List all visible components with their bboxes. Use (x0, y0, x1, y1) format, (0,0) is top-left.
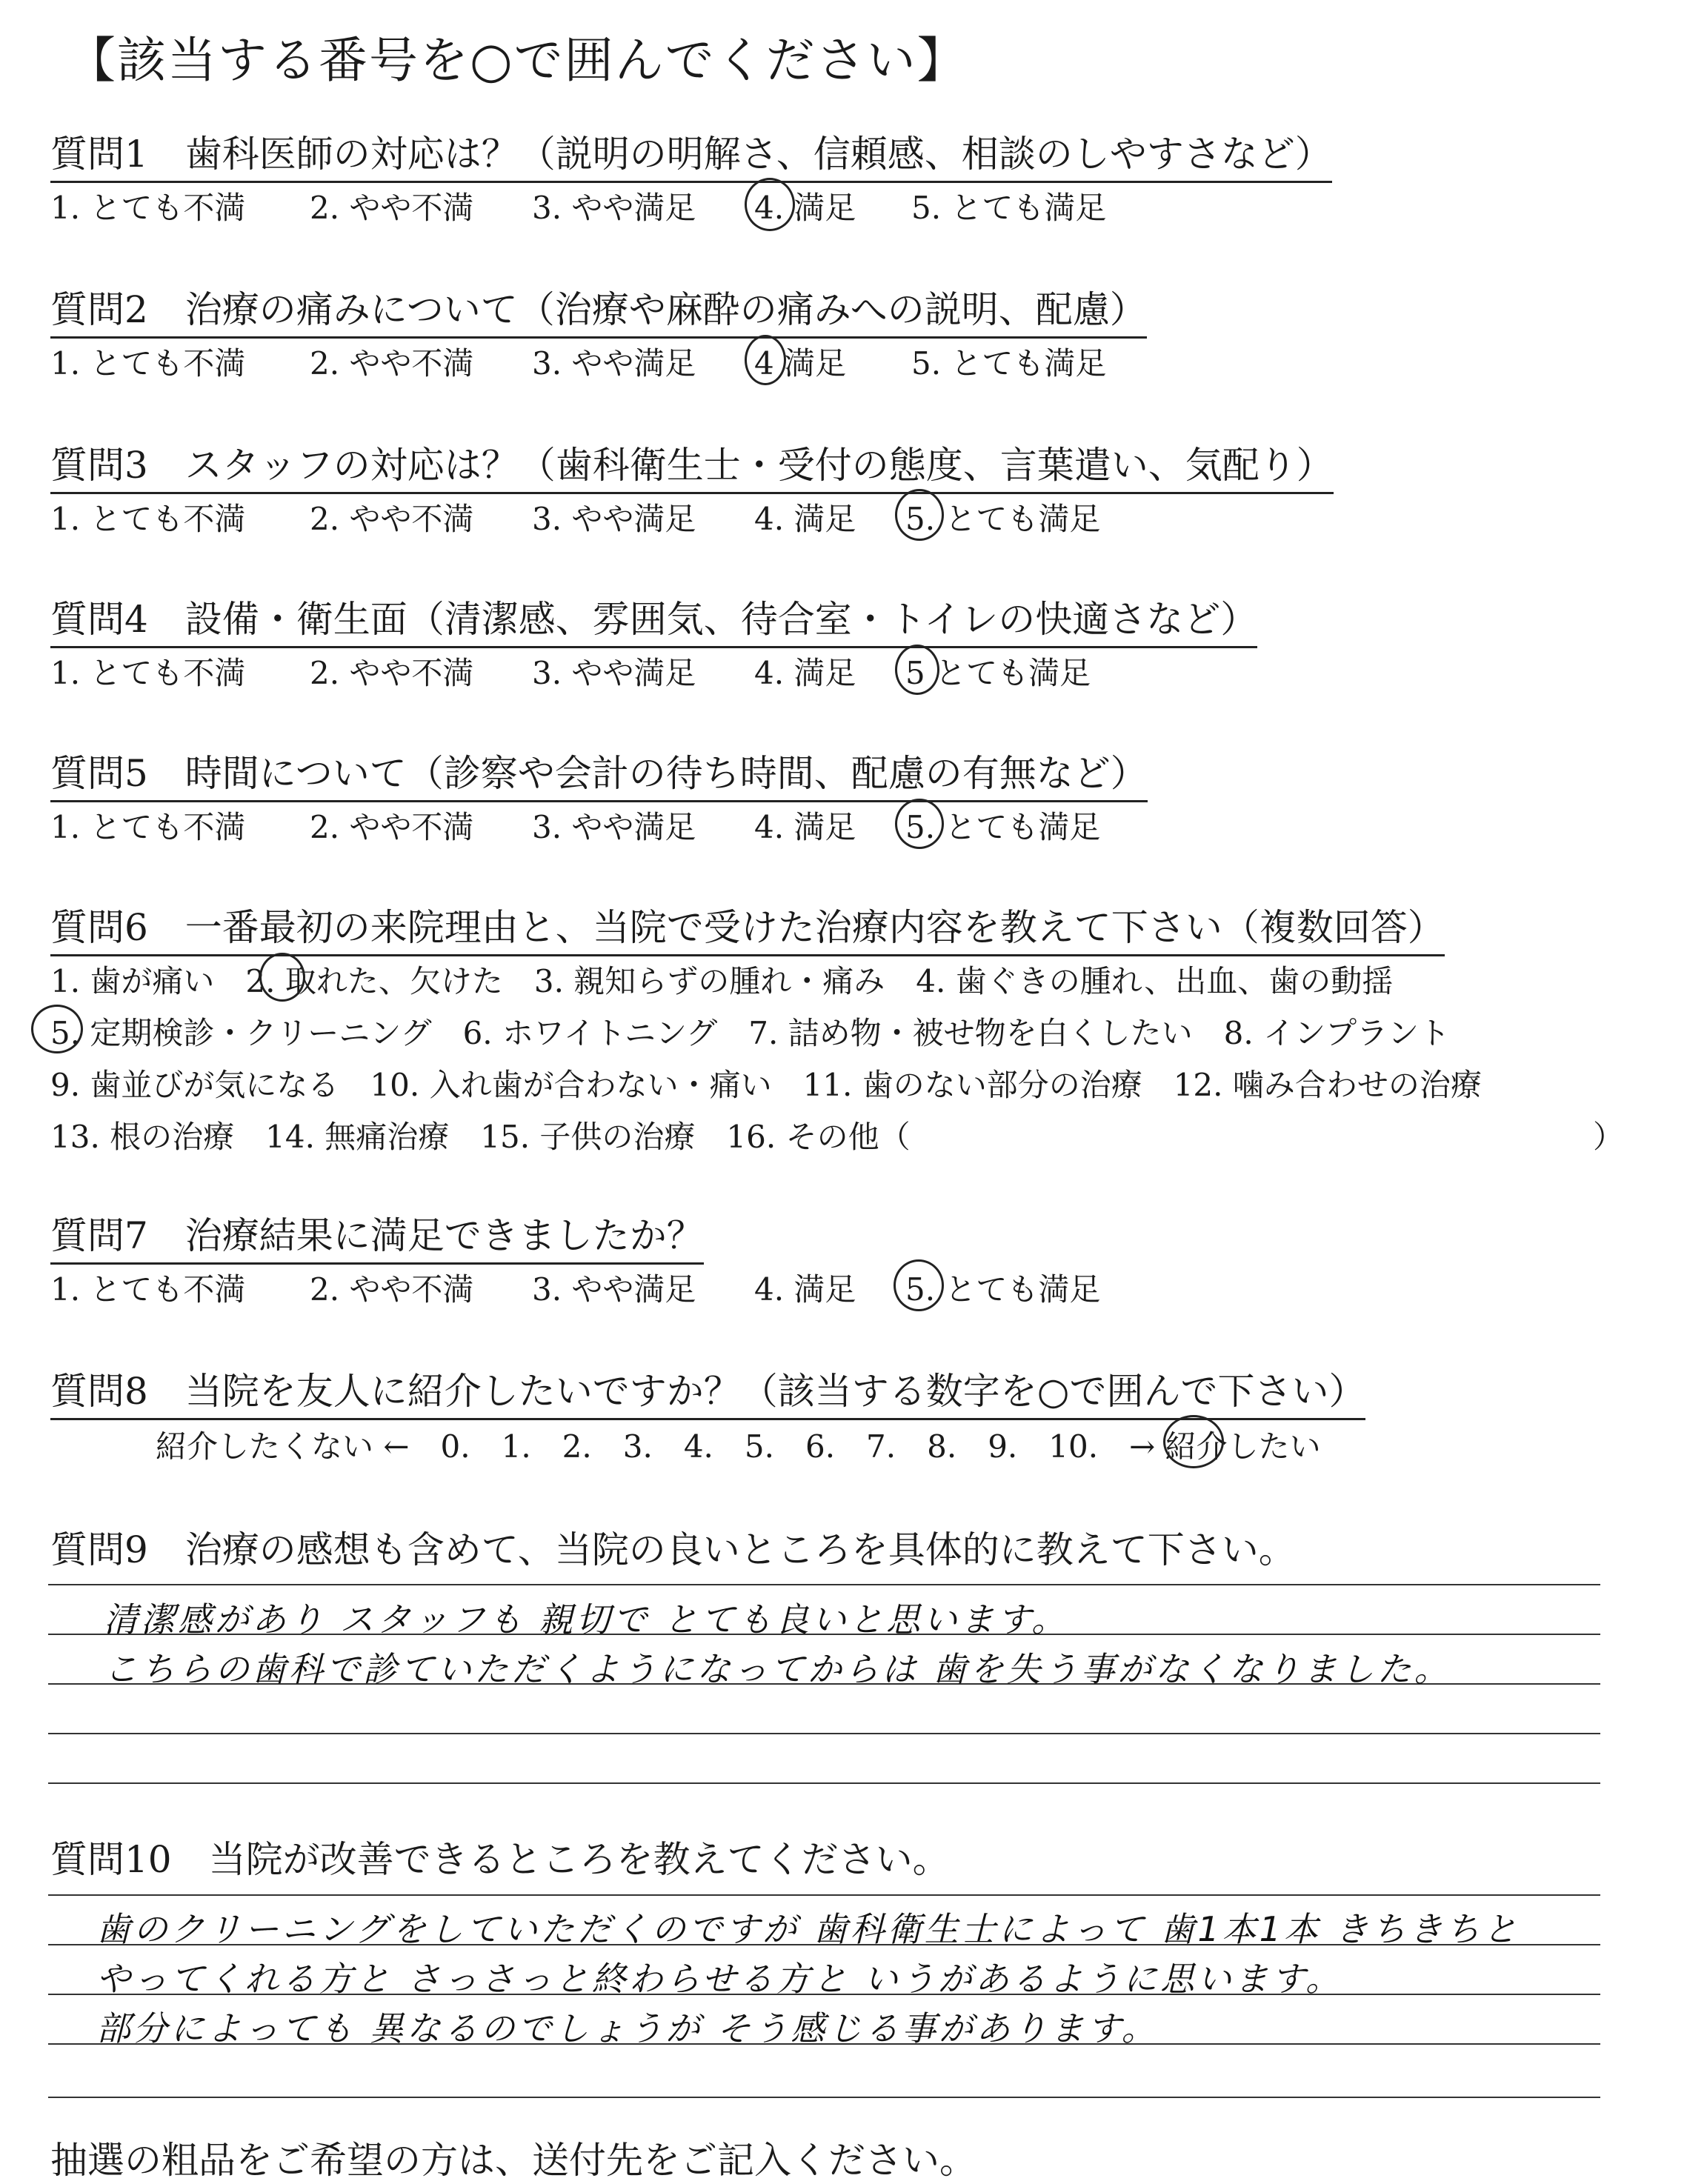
q10-answer-line-3: 部分によっても 異なるのでしょうが そう感じる事があります。 (96, 2008, 1159, 2048)
q1-option-1[interactable]: 1. とても不満 (50, 190, 246, 226)
q2-option-2[interactable]: 2. やや不満 (310, 345, 474, 382)
q3-option-2[interactable]: 2. やや不満 (310, 501, 474, 537)
q9-answer-line-2: こちらの歯科で診ていただくようになってからは 歯を失う事がなくなりました。 (104, 1649, 1451, 1689)
q5-title: 質問5 時間について（診察や会計の待ち時間、配慮の有無など） (50, 744, 1148, 802)
q7-title: 質問7 治療結果に満足できましたか？ (50, 1206, 704, 1265)
q1-title: 質問1 歯科医師の対応は？（説明の明解さ、信頼感、相談のしやすさなど） (50, 124, 1332, 183)
q8-selection-circle (1163, 1415, 1224, 1468)
q4-option-4[interactable]: 4. 満足 (754, 655, 856, 691)
q1-option-3[interactable]: 3. やや満足 (532, 190, 696, 226)
q4-option-1[interactable]: 1. とても不満 (50, 655, 246, 691)
form-header: 【該当する番号を○で囲んでください】 (67, 32, 968, 89)
q7-option-2[interactable]: 2. やや不満 (310, 1271, 474, 1308)
q6-selection-circle-5 (31, 1005, 83, 1053)
q5-option-5[interactable]: 5. とても満足 (905, 809, 1101, 845)
q9-line-4 (48, 1733, 1600, 1734)
q10-line-5 (48, 2097, 1600, 2098)
q6-selection-circle-2 (259, 953, 305, 1002)
q6-options-row-1[interactable]: 1. 歯が痛い 2. 取れた、欠けた 3. 親知らずの腫れ・痛み 4. 歯ぐきの腫れ、出血、歯の動揺 (50, 963, 1394, 999)
q2-option-5[interactable]: 5. とても満足 (911, 345, 1107, 382)
q7-option-4[interactable]: 4. 満足 (754, 1271, 856, 1308)
q6-other-close-paren: ） (1593, 1119, 1625, 1155)
q10-title: 質問10 当院が改善できるところを教えてください。 (50, 1838, 950, 1881)
q4-option-3[interactable]: 3. やや満足 (532, 655, 696, 691)
q4-selection-circle (895, 645, 939, 695)
q6-options-row-4[interactable]: 13. 根の治療 14. 無痛治療 15. 子供の治療 16. その他（ (50, 1119, 911, 1155)
q1-option-2[interactable]: 2. やや不満 (310, 190, 474, 226)
q3-title: 質問3 スタッフの対応は？（歯科衛生士・受付の態度、言葉遣い、気配り） (50, 436, 1334, 494)
q6-title: 質問6 一番最初の来院理由と、当院で受けた治療内容を教えて下さい（複数回答） (50, 898, 1445, 956)
q7-option-1[interactable]: 1. とても不満 (50, 1271, 246, 1308)
q2-option-4[interactable]: 4 満足 (754, 345, 847, 382)
q5-selection-circle (895, 799, 944, 849)
q1-option-4[interactable]: 4. 満足 (754, 190, 856, 226)
q3-option-3[interactable]: 3. やや満足 (532, 501, 696, 537)
q7-option-3[interactable]: 3. やや満足 (532, 1271, 696, 1308)
q10-line-1 (48, 1894, 1600, 1896)
q4-option-2[interactable]: 2. やや不満 (310, 655, 474, 691)
q2-selection-circle (745, 335, 786, 385)
q7-option-5[interactable]: 5. とても満足 (905, 1271, 1101, 1308)
q3-selection-circle (895, 489, 944, 541)
q1-selection-circle (745, 178, 795, 231)
q6-options-row-3[interactable]: 9. 歯並びが気になる 10. 入れ歯が合わない・痛い 11. 歯のない部分の治療 12. 噛み合わせの治療 (50, 1067, 1482, 1103)
q5-option-4[interactable]: 4. 満足 (754, 809, 856, 845)
q8-scale[interactable]: 紹介したくない ← 0. 1. 2. 3. 4. 5. 6. 7. 8. 9. 10. → 紹介したい (156, 1428, 1321, 1465)
q6-options-row-2[interactable]: 5. 定期検診・クリーニング 6. ホワイトニング 7. 詰め物・被せ物を白くしたい 8. インプラント (50, 1015, 1451, 1051)
q3-option-1[interactable]: 1. とても不満 (50, 501, 246, 537)
q2-option-3[interactable]: 3. やや満足 (532, 345, 696, 382)
q7-selection-circle (894, 1259, 944, 1311)
q5-option-1[interactable]: 1. とても不満 (50, 809, 246, 845)
q5-option-2[interactable]: 2. やや不満 (310, 809, 474, 845)
q3-option-5[interactable]: 5. とても満足 (905, 501, 1101, 537)
q1-option-5[interactable]: 5. とても満足 (911, 190, 1107, 226)
q9-line-1 (48, 1584, 1600, 1585)
q10-answer-line-2: やってくれる方と さっさっと終わらせる方と いうがあるように思います。 (96, 1959, 1343, 1999)
footer-note: 抽選の粗品をご希望の方は、送付先をご記入ください。 (50, 2139, 976, 2182)
q5-option-3[interactable]: 3. やや満足 (532, 809, 696, 845)
q4-option-5[interactable]: 5 とても満足 (905, 655, 1091, 691)
q8-title: 質問8 当院を友人に紹介したいですか？（該当する数字を○で囲んで下さい） (50, 1362, 1365, 1420)
q2-title: 質問2 治療の痛みについて（治療や麻酔の痛みへの説明、配慮） (50, 280, 1147, 339)
q10-answer-line-1: 歯のクリーニングをしていただくのですが 歯科衛生士によって 歯1本1本 きちきちと (96, 1909, 1520, 1949)
q4-title: 質問4 設備・衛生面（清潔感、雰囲気、待合室・トイレの快適さなど） (50, 590, 1257, 648)
q9-answer-line-1: 清潔感があり スタッフも 親切で とても良いと思います。 (104, 1599, 1069, 1639)
q2-option-1[interactable]: 1. とても不満 (50, 345, 246, 382)
q9-title: 質問9 治療の感想も含めて、当院の良いところを具体的に教えて下さい。 (50, 1528, 1296, 1571)
q9-line-5 (48, 1782, 1600, 1784)
q3-option-4[interactable]: 4. 満足 (754, 501, 856, 537)
